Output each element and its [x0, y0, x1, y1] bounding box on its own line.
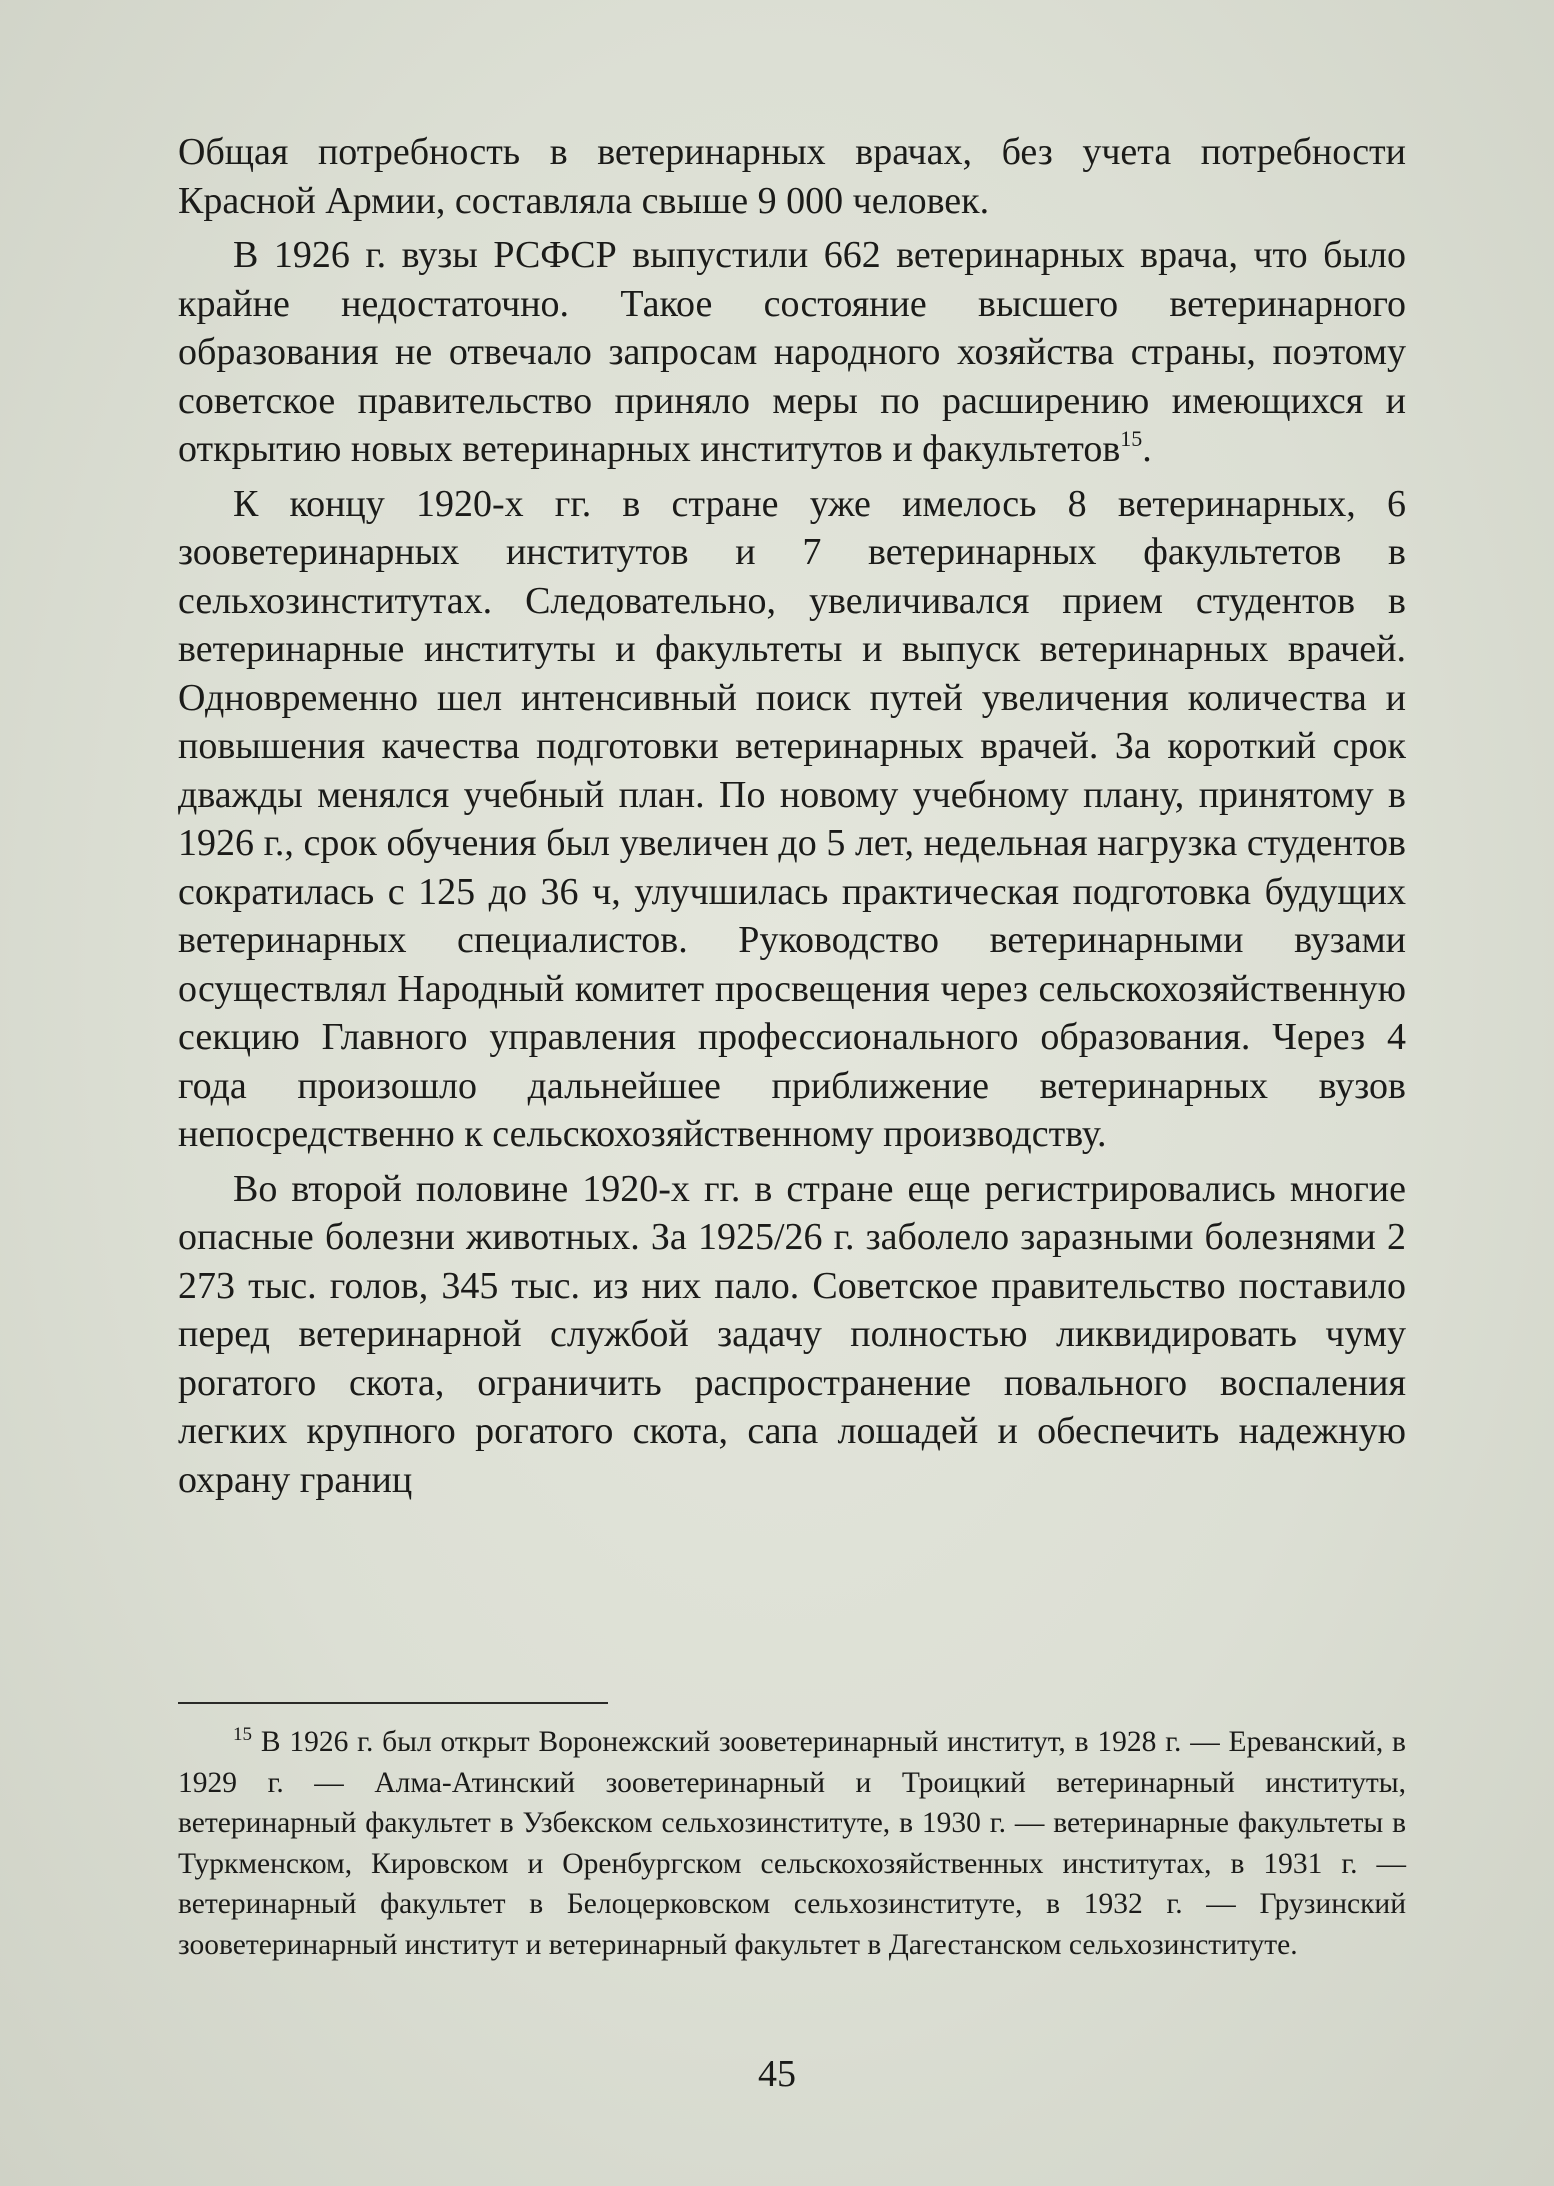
- paragraph-2-end: .: [1142, 428, 1152, 470]
- paragraph-4: Во второй половине 1920-х гг. в стране еще регистрировались многие опасные болезни животных. За 1925/26 г. заболело заразными болезнями 2 273 тыс. голов, 345 тыс. из них пало. Советское правительство поставило перед ветеринарной службой задачу полностью ликвидировать чуму рогатого скота, ограничить распространение повального воспаления легких крупного рогатого скота, сапа лошадей и обеспечить надежную охрану границ: [178, 1167, 1406, 1501]
- page-number: 45: [758, 2053, 796, 2095]
- footnote-number: 15: [233, 1724, 252, 1745]
- paragraph-2-text: В 1926 г. вузы РСФСР выпустили 662 ветеринарных врача, что было крайне недостаточно. Такое состояние высшего ветеринарного образования не отвечало запросам народного хозяйства страны, поэтому советское правительство приняло меры по расширению имеющихся и открытию новых ветеринарных институтов и факультетов: [178, 234, 1406, 470]
- footnote-text: В 1926 г. был открыт Воронежский зооветеринарный институт, в 1928 г. — Ереванский, в 1929 г. — Алма-Атинский зооветеринарный и Троицкий ветеринарный институты, ветеринарный факультет в Узбекском сельхозинституте, в 1930 г. — ветеринарные факультеты в Туркменском, Кировском и Оренбургском сельскохозяйственных институтах, в 1931 г. — ветеринарный факультет в Белоцерковском сельхозинституте, в 1932 г. — Грузинский зооветеринарный институт и ветеринарный факультет в Дагестанском сельхозинституте.: [178, 1726, 1406, 1961]
- paragraph-1: Общая потребность в ветеринарных врачах, без учета потребности Красной Армии, составляла свыше 9 000 человек.: [178, 131, 1406, 222]
- paragraph-2: [178, 231, 1406, 474]
- paragraph-3: К концу 1920-х гг. в стране уже имелось 8 ветеринарных, 6 зооветеринарных институтов и 7 ветеринарных факультетов в сельхозинститутах. Следовательно, увеличивался прием студентов в ветеринарные институты и факультеты и выпуск ветеринарных врачей. Одновременно шел интенсивный поиск путей увеличения количества и повышения качества подготовки ветеринарных врачей. За короткий срок дважды менялся учебный план. По новому учебному плану, принятому в 1926 г., срок обучения был увеличен до 5 лет, недельная нагрузка студентов сократилась с 125 до 36 ч, улучшилась практическая подготовка будущих ветеринарных специалистов. Руководство ветеринарными вузами осуществлял Народный комитет просвещения через сельскохозяйственную секцию Главного управления профессионального образования. Через 4 года произошло дальнейшее приближение ветеринарных вузов непосредственно к сельскохозяйственному производству.: [178, 482, 1406, 1155]
- footnote-reference: 15: [1120, 426, 1143, 451]
- footnote: [178, 1722, 1406, 1965]
- footnote-divider: [178, 1702, 608, 1704]
- main-text: [178, 128, 1406, 1510]
